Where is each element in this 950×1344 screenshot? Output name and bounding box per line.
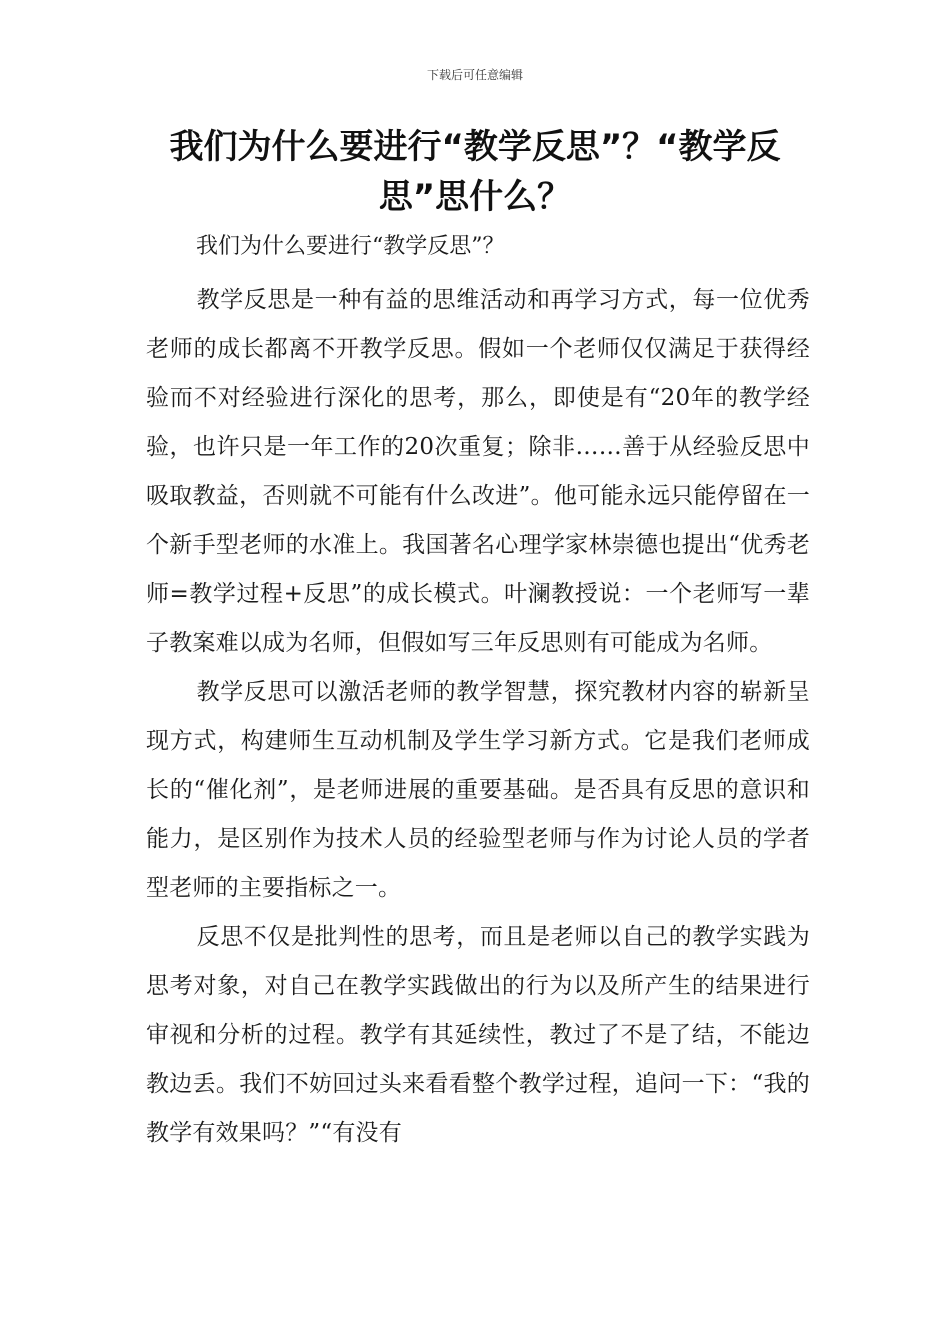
paragraph-3: 反思不仅是批判性的思考，而且是老师以自己的教学实践为思考对象，对自己在教学实践做出的行为以及所产生的结果进行审视和分析的过程。教学有其延续性，教过了不是了结，不能边教边丢。我们不妨回过头来看看整个教学过程，追问一下：“我的教学有效果吗？”“有没有 xyxy=(146,924,810,1146)
paragraph-1: 教学反思是一种有益的思维活动和再学习方式，每一位优秀老师的成长都离不开教学反思。假如一个老师仅仅满足于获得经验而不对经验进行深化的思考，那么，即使是有“20年的教学经验，也许只是一年工作的20次重复；除非……善于从经验反思中吸取教益，否则就不可能有什么改进”。他可能永远只能停留在一个新手型老师的水准上。我国著名心理学家林崇德也提出“优秀老师=教学过程+反思”的成长模式。叶澜教授说：一个老师写一辈子教案难以成为名师，但假如写三年反思则有可能成为名师。 xyxy=(146,287,810,656)
document-body xyxy=(146,276,810,1158)
section-heading: 我们为什么要进行“教学反思”？ xyxy=(196,234,505,259)
header-note: 下载后可任意编辑 xyxy=(426,68,523,82)
paragraph-2: 教学反思可以激活老师的教学智慧，探究教材内容的崭新呈现方式，构建师生互动机制及学生学习新方式。它是我们老师成长的“催化剂”，是老师进展的重要基础。是否具有反思的意识和能力，是区别作为技术人员的经验型老师与作为讨论人员的学者型老师的主要指标之一。 xyxy=(146,679,810,901)
document-title: 我们为什么要进行“教学反思”？“教学反思”思什么？ xyxy=(169,127,781,217)
